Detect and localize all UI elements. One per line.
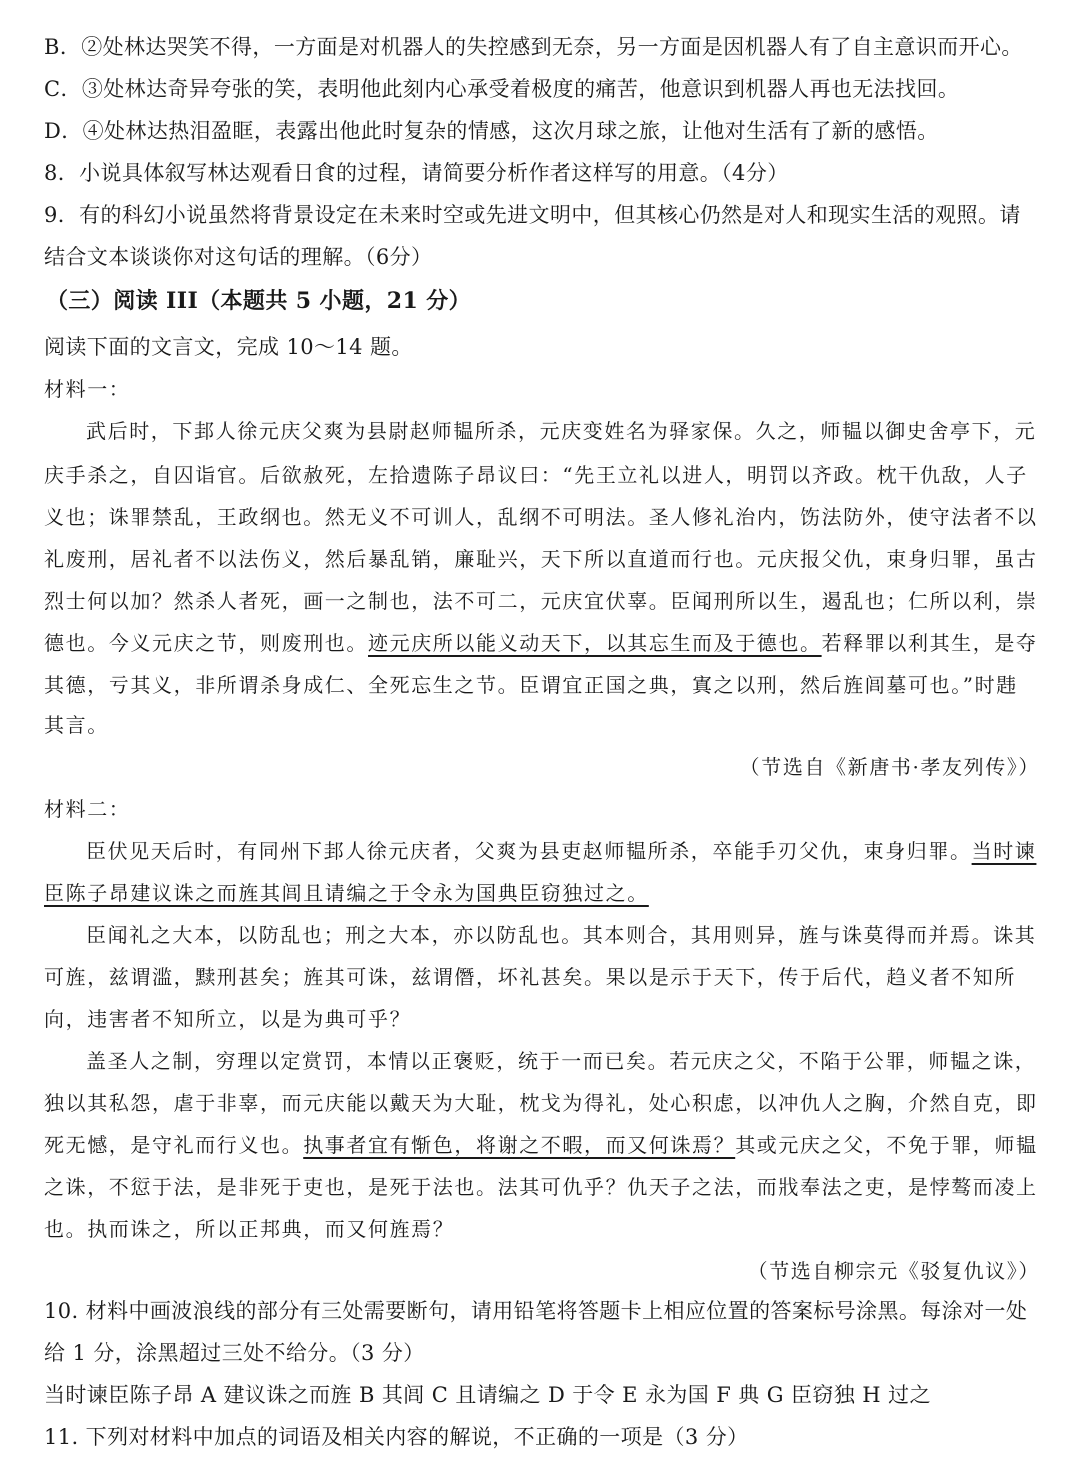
material-2-line: 可旌，兹谓滥，黩刑甚矣；旌其可诛，兹谓僭，坏礼甚矣。果以是示于天下，传于后代，趋义者不知所 [44, 965, 1016, 989]
material-2-line [86, 830, 1044, 872]
section-title: （三）阅读 III（本题共 5 小题，21 分） [46, 288, 472, 314]
text-segment: 德也。今义元庆之节，则废刑也。 [44, 631, 368, 655]
material-2-line: 向，违害者不知所立，以是为典可乎？ [44, 1007, 412, 1031]
material-2-line [44, 872, 1044, 914]
material-1-line: 其言。 [44, 713, 109, 737]
material-1-line: 庆手杀之，自囚诣官。后欲赦死，左拾遗陈子昂议曰：“先王立礼以进人，明罚以齐政。枕干仇敌，人子 [44, 463, 1028, 487]
option-c: C．③处林达奇异夸张的笑，表明他此刻内心承受着极度的痛苦，他意识到机器人再也无法找回。 [44, 77, 960, 101]
material-2-line: 独以其私怨，虐于非辜，而元庆能以戴天为大耻，枕戈为得礼，处心积虑，以冲仇人之胸，介然自克，即 [44, 1091, 1038, 1115]
question-9-line-1: 9．有的科幻小说虽然将背景设定在未来时空或先进文明中，但其核心仍然是对人和现实生活的观照。请 [44, 203, 1021, 227]
material-1-line: 武后时，下邽人徐元庆父爽为县尉赵师韫所杀，元庆变姓名为驿家保。久之，师韫以御史舍亭下，元 [86, 419, 1037, 443]
material-1-line: 烈士何以加？然杀人者死，画一之制也，法不可二，元庆宜伏辜。臣闻刑所以生，遏乱也；仁所以利，崇 [44, 589, 1038, 613]
material-1-line [44, 622, 1044, 664]
underlined-sentence: 迹元庆所以能义动天下，以其忘生而及于德也。 [368, 631, 822, 655]
question-10-answer-options: 当时谏臣陈子昂 A 建议诛之而旌 B 其闾 C 且请编之 D 于令 E 永为国 F 典 G 臣窃独 H 过之 [44, 1383, 931, 1407]
question-8: 8．小说具体叙写林达观看日食的过程，请简要分析作者这样写的用意。（4分） [44, 161, 789, 185]
text-segment: 其或元庆之父，不免于罪，师韫 [735, 1133, 1038, 1157]
question-10-line-1: 10. 材料中画波浪线的部分有三处需要断句，请用铅笔将答题卡上相应位置的答案标号涂黑。每涂对一处 [44, 1299, 1028, 1323]
material-2-label: 材料二： [44, 797, 131, 821]
text-segment: 若释罪以利其生，是夺 [821, 631, 1038, 655]
option-d: D．④处林达热泪盈眶，表露出他此时复杂的情感，这次月球之旅，让他对生活有了新的感悟。 [44, 119, 939, 143]
wavy-line-segment: 当时谏 [971, 839, 1037, 863]
wavy-line-segment: 臣陈子昂建议诛之而旌其闾且请编之于令永为国典臣窃独过之。 [44, 881, 649, 905]
material-1-line: 义也；诛罪禁乱，王政纲也。然无义不可训人，乱纲不可明法。圣人修礼治内，饬法防外，使守法者不以 [44, 505, 1038, 529]
material-2-line: 也。执而诛之，所以正邦典，而又何旌焉？ [44, 1217, 455, 1241]
text-segment: 臣伏见天后时，有同州下邽人徐元庆者，父爽为县吏赵师韫所杀，卒能手刃父仇，束身归罪。 [86, 839, 972, 863]
material-2-line: 之诛，不愆于法，是非死于吏也，是死于法也。法其可仇乎？仇天子之法，而戕奉法之吏，是悖骜而凌上 [44, 1175, 1038, 1199]
section-instruction: 阅读下面的文言文，完成 10～14 题。 [44, 335, 413, 359]
underlined-sentence: 执事者宜有惭色，将谢之不暇，而又何诛焉？ [303, 1133, 736, 1157]
material-2-line: 臣闻礼之大本，以防乱也；刑之大本，亦以防乱也。其本则合，其用则异，旌与诛莫得而并焉。诛其 [86, 923, 1037, 947]
question-11: 11. 下列对材料中加点的词语及相关内容的解说，不正确的一项是（3 分） [44, 1425, 749, 1449]
material-2-line: 盖圣人之制，穷理以定赏罚，本情以正褒贬，统于一而已矣。若元庆之父，不陷于公罪，师韫之诛， [86, 1049, 1037, 1073]
material-2-source: （节选自柳宗元《驳复仇议》） [747, 1259, 1040, 1283]
material-1-line: 礼废刑，居礼者不以法伤义，然后暴乱销，廉耻兴，天下所以直道而行也。元庆报父仇，束身归罪，虽古 [44, 547, 1038, 571]
option-b: B．②处林达哭笑不得，一方面是对机器人的失控感到无奈，另一方面是因机器人有了自主意识而开心。 [44, 35, 1023, 59]
text-segment: 死无憾，是守礼而行义也。 [44, 1133, 304, 1157]
material-1-line: 其德，亏其义，非所谓杀身成仁、全死忘生之节。臣谓宜正国之典，寘之以刑，然后旌闾墓可也。”时韪 [44, 673, 1018, 697]
question-10-line-2: 给 1 分，涂黑超过三处不给分。（3 分） [44, 1341, 425, 1365]
question-9-line-2: 结合文本谈谈你对这句话的理解。（6分） [44, 245, 433, 269]
material-1-label: 材料一： [44, 377, 131, 401]
material-1-source: （节选自《新唐书·孝友列传》） [739, 755, 1040, 779]
material-2-line [44, 1124, 1044, 1166]
